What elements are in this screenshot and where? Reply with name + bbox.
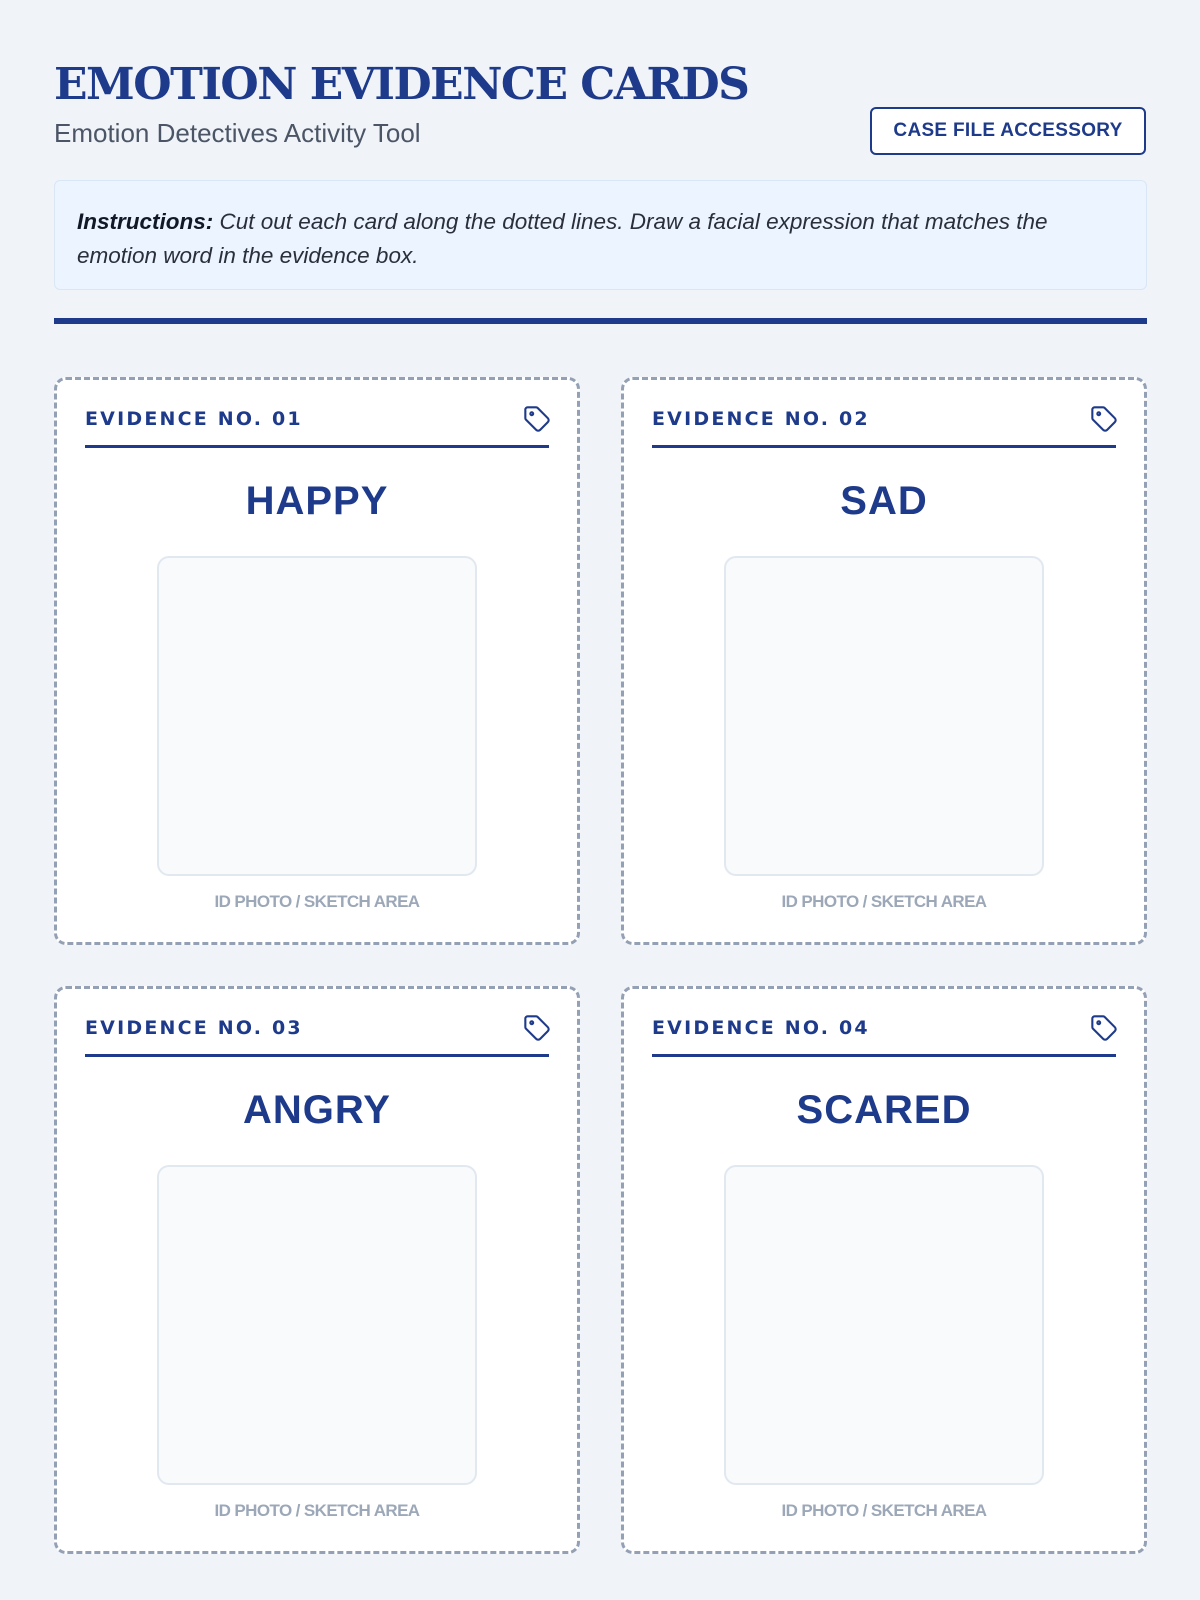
emotion-word: SAD — [840, 479, 928, 523]
instructions-label: Instructions: — [77, 209, 214, 234]
header-divider — [54, 318, 1147, 324]
emotion-word: SCARED — [796, 1088, 972, 1132]
sketch-area-label: ID PHOTO / SKETCH AREA — [781, 892, 987, 911]
evidence-card-02[interactable] — [621, 377, 1147, 945]
sketch-area[interactable] — [157, 1165, 477, 1485]
evidence-number: EVIDENCE NO. 02 — [652, 408, 870, 430]
card-header — [85, 406, 549, 448]
card-header — [652, 406, 1116, 448]
sketch-area[interactable] — [724, 1165, 1044, 1485]
tag-icon — [1090, 1014, 1118, 1042]
instructions-box — [54, 180, 1147, 290]
evidence-number: EVIDENCE NO. 04 — [652, 1017, 870, 1039]
evidence-card-04[interactable] — [621, 986, 1147, 1554]
page-title: EMOTION EVIDENCE CARDS — [54, 59, 749, 110]
sketch-area[interactable] — [157, 556, 477, 876]
header — [54, 54, 1146, 156]
card-header — [85, 1015, 549, 1057]
sketch-area-label: ID PHOTO / SKETCH AREA — [214, 1501, 420, 1520]
card-header — [652, 1015, 1116, 1057]
evidence-number: EVIDENCE NO. 01 — [85, 408, 303, 430]
evidence-card-01[interactable] — [54, 377, 580, 945]
evidence-card-03[interactable] — [54, 986, 580, 1554]
sketch-area[interactable] — [724, 556, 1044, 876]
tag-icon — [523, 1014, 551, 1042]
emotion-word: ANGRY — [243, 1088, 391, 1132]
evidence-number: EVIDENCE NO. 03 — [85, 1017, 303, 1039]
sketch-area-label: ID PHOTO / SKETCH AREA — [214, 892, 420, 911]
case-file-accessory-button[interactable]: CASE FILE ACCESSORY — [870, 107, 1146, 155]
tag-icon — [1090, 405, 1118, 433]
tag-icon — [523, 405, 551, 433]
evidence-card-grid — [54, 377, 1147, 1554]
emotion-word: HAPPY — [245, 479, 389, 523]
page-subtitle: Emotion Detectives Activity Tool — [54, 118, 421, 148]
instructions-text: Cut out each card along the dotted lines. Draw a facial expression that matches the emotion word in the evidence box. — [77, 209, 1048, 268]
sketch-area-label: ID PHOTO / SKETCH AREA — [781, 1501, 987, 1520]
